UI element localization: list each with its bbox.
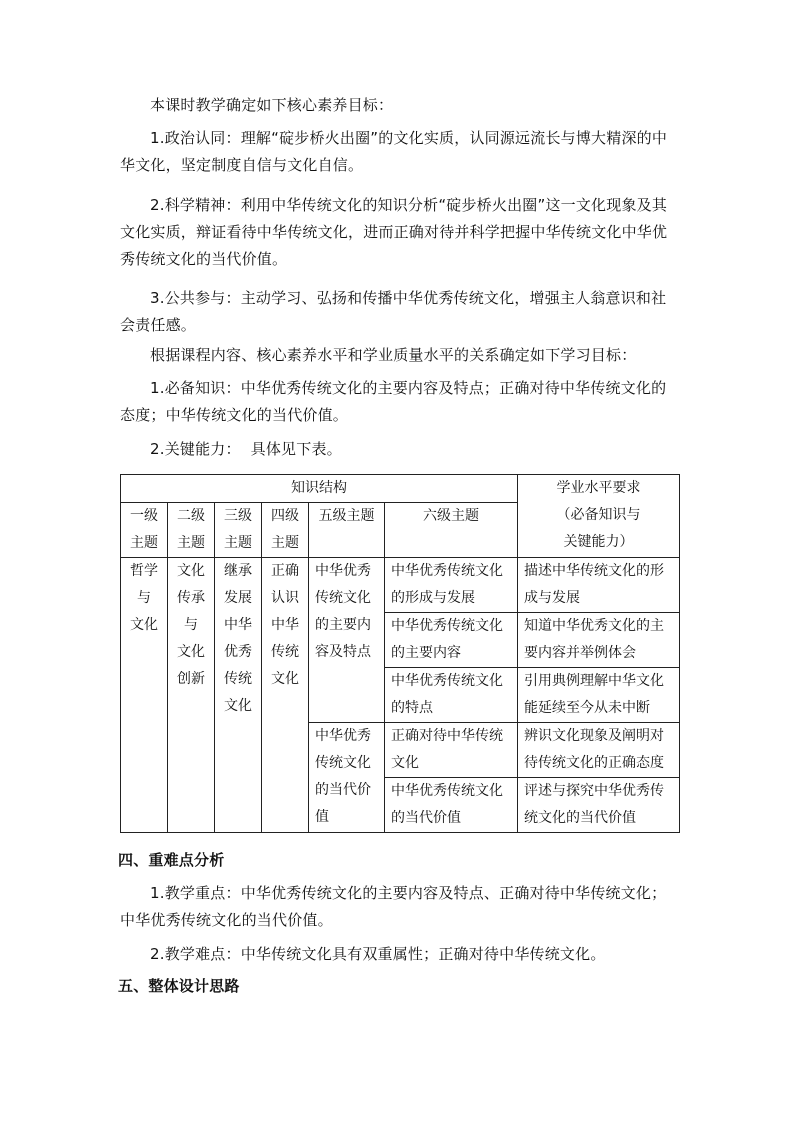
requirement-cell: 描述中华传统文化的形成与发展 xyxy=(518,558,680,613)
knowledge-structure-header: 知识结构 xyxy=(121,475,518,503)
learning-goal-ability: 2.关键能力： 具体见下表。 xyxy=(150,440,342,458)
level2-cell: 文化 传承 与 文化 创新 xyxy=(168,558,215,833)
level6-cell: 中华优秀传统文化的形成与发展 xyxy=(385,558,518,613)
level6-cell: 中华优秀传统文化的当代价值 xyxy=(385,778,518,833)
level5-cell-value: 中华优秀传统文化的当代价值 xyxy=(309,723,385,833)
goal-participation: 3.公共参与：主动学习、弘扬和传播中华优秀传统文化，增强主人翁意识和社会责任感。 xyxy=(120,289,667,334)
table-header-row-1 xyxy=(121,475,680,503)
requirement-cell: 辨识文化现象及阐明对待传统文化的正确态度 xyxy=(518,723,680,778)
level3-header: 三级 主题 xyxy=(215,503,262,558)
level6-cell: 正确对待中华传统文化 xyxy=(385,723,518,778)
section4-title: 四、重难点分析 xyxy=(118,851,225,869)
level6-cell: 中华优秀传统文化的特点 xyxy=(385,668,518,723)
level6-cell: 中华优秀传统文化的主要内容 xyxy=(385,613,518,668)
goal-political: 1.政治认同：理解“碇步桥火出圈”的文化实质，认同源远流长与博大精深的中华文化，坚定制度自信与文化自信。 xyxy=(120,129,668,174)
requirement-cell: 评述与探究中华优秀传统文化的当代价值 xyxy=(518,778,680,833)
teaching-key-point: 1.教学重点：中华优秀传统文化的主要内容及特点、正确对待中华传统文化；中华优秀传统文化的当代价值。 xyxy=(120,884,667,929)
requirement-cell: 知道中华优秀文化的主要内容并举例体会 xyxy=(518,613,680,668)
knowledge-structure-table xyxy=(120,474,680,833)
level6-header: 六级主题 xyxy=(385,503,518,558)
level4-cell: 正确 认识 中华 传统 文化 xyxy=(262,558,309,833)
level4-header: 四级 主题 xyxy=(262,503,309,558)
level1-cell: 哲学 与 文化 xyxy=(121,558,168,833)
level2-header: 二级 主题 xyxy=(168,503,215,558)
table-row xyxy=(121,558,680,613)
learning-goals-title: 根据课程内容、核心素养水平和学业质量水平的关系确定如下学习目标： xyxy=(150,346,637,364)
level1-header: 一级 主题 xyxy=(121,503,168,558)
core-goals-title: 本课时教学确定如下核心素养目标： xyxy=(150,96,394,114)
level5-cell-content: 中华优秀传统文化的主要内容及特点 xyxy=(309,558,385,723)
level5-header: 五级主题 xyxy=(309,503,385,558)
academic-level-header: 学业水平要求 （必备知识与 关键能力） xyxy=(518,475,680,558)
section5-title: 五、整体设计思路 xyxy=(118,977,240,995)
teaching-difficulty: 2.教学难点：中华传统文化具有双重属性；正确对待中华传统文化。 xyxy=(150,945,606,963)
learning-goal-knowledge: 1.必备知识：中华优秀传统文化的主要内容及特点；正确对待中华传统文化的态度；中华传统文化的当代价值。 xyxy=(120,379,667,424)
goal-science: 2.科学精神：利用中华传统文化的知识分析“碇步桥火出圈”这一文化现象及其文化实质，辩证看待中华传统文化，进而正确对待并科学把握中华传统文化中华优秀传统文化的当代价值。 xyxy=(120,196,668,268)
requirement-cell: 引用典例理解中华文化能延续至今从未中断 xyxy=(518,668,680,723)
level3-cell: 继承 发展 中华 优秀 传统 文化 xyxy=(215,558,262,833)
